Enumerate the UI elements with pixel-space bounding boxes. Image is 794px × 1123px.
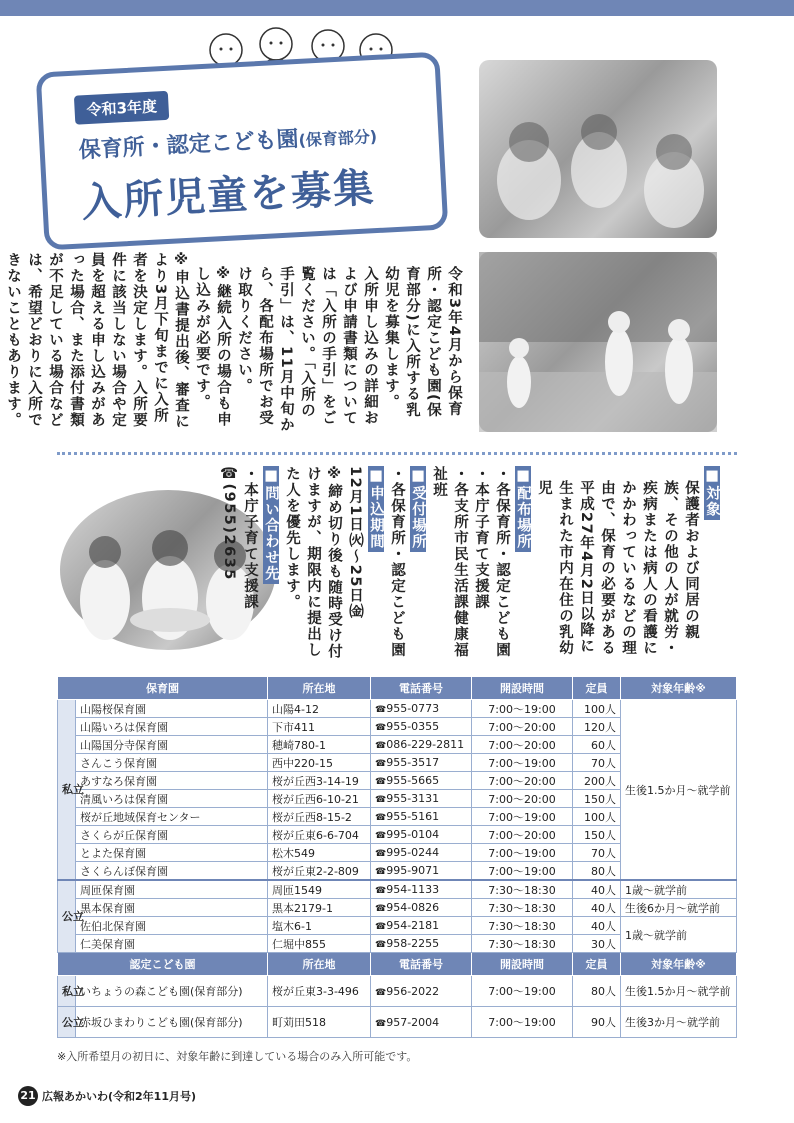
hours: 7:30〜18:30 [472,917,573,935]
phone: 955-5161 [386,810,440,823]
age-range: 生後3か月〜就学前 [621,1007,737,1038]
details-text [221,466,722,662]
phone-icon: ☎ [375,759,387,769]
address: 周匝1549 [268,880,371,899]
nursery-name: 山陽国分寺保育園 [76,736,268,754]
nursery-name: 桜が丘地域保育センター [76,808,268,826]
phone-icon: ☎ [375,777,387,787]
page-number: 21 [18,1086,38,1106]
phone-icon: ☎ [375,940,387,950]
capacity: 70人 [573,844,621,862]
col-header: 電話番号 [371,677,472,700]
capacity: 40人 [573,899,621,917]
private-label: 私立 [58,976,76,1007]
table-row [58,700,737,718]
col-header: 開設時間 [472,953,573,976]
address: 仁堀中855 [268,935,371,953]
table-row [58,899,737,917]
address: 山陽4-12 [268,700,371,718]
phone: 957-2004 [386,1015,440,1029]
distribution-heading: ■配布場所 [515,468,531,550]
col-header: 対象年齢※ [621,677,737,700]
col-header: 電話番号 [371,953,472,976]
nursery-name: 佐伯北保育園 [76,917,268,935]
col-header: 開設時間 [472,677,573,700]
nursery-name: あすなろ保育園 [76,772,268,790]
period-note: ※締め切り後も随時受け付けますが、期限内に提出した人を優先します。 [284,466,342,660]
capacity: 40人 [573,917,621,935]
address: 桜が丘西3-14-19 [268,772,371,790]
col-header: 所在地 [268,953,371,976]
photo-kids-eating [479,60,717,238]
photo-kids-bubbles [479,252,717,432]
col-header: 定員 [573,953,621,976]
intro-p2: 入所申し込みの詳細および申請書類については「入所の手引」をご覧ください。「入所の手引」は、11月中旬から、各配布場所でお受け取りください。 [236,266,378,434]
capacity: 120人 [573,718,621,736]
nursery-name: とよた保育園 [76,844,268,862]
capacity: 30人 [573,935,621,953]
table-row [58,880,737,899]
table-row [58,917,737,935]
capacity: 100人 [573,808,621,826]
distribution-item: ・各支所市民生活課健康福祉班 [431,466,468,658]
contact-heading: ■問い合わせ先 [263,468,279,582]
address: 桜が丘東6-6-704 [268,826,371,844]
hours: 7:30〜18:30 [472,899,573,917]
capacity: 70人 [573,754,621,772]
divider [57,452,737,455]
nursery-name: 山陽いろは保育園 [76,718,268,736]
title-box [36,52,449,251]
phone: 954-1133 [386,883,440,896]
hours: 7:00〜19:00 [472,844,573,862]
hours: 7:00〜20:00 [472,736,573,754]
nursery-name: 周匝保育園 [76,880,268,899]
address: 西中220-15 [268,754,371,772]
phone: 955-0355 [386,720,440,733]
age-range: 生後6か月〜就学前 [621,899,737,917]
address: 桜が丘東3-3-496 [268,976,371,1007]
age-range: 生後1.5か月〜就学前 [621,700,737,881]
nursery-name: さくらが丘保育園 [76,826,268,844]
hours: 7:30〜18:30 [472,935,573,953]
hours: 7:00〜19:00 [472,754,573,772]
hours: 7:00〜20:00 [472,772,573,790]
age-range: 1歳〜就学前 [621,917,737,953]
target-heading: ■対象 [704,468,720,518]
nursery-name: いちょうの森こども園(保育部分) [76,976,268,1007]
hours: 7:00〜20:00 [472,718,573,736]
address: 下市411 [268,718,371,736]
phone-icon: ☎ [375,795,387,805]
public-label: 公立 [58,880,76,953]
phone-icon: ☎ [375,987,387,998]
phone: 995-0104 [386,828,440,841]
age-range: 1歳〜就学前 [621,880,737,899]
capacity: 60人 [573,736,621,754]
phone-icon: ☎ [375,867,387,877]
table-row [58,976,737,1007]
phone-icon: ☎ [375,723,387,733]
nursery-name: 赤坂ひまわりこども園(保育部分) [76,1007,268,1038]
distribution-item: ・各保育所・認定こども園 [494,466,510,658]
table-row [58,1007,737,1038]
target-text: 保護者および同居の親族、その他の人が就労・疾病または病人の看護にかかわっているなどの理由で、保育の必要がある平成27年4月2日以降に生まれた市内在住の乳幼児 [536,480,699,656]
phone-icon: ☎ [375,705,387,715]
private-label: 私立 [58,700,76,881]
phone: 958-2255 [386,937,440,950]
phone-icon: ☎ [375,813,387,823]
address: 穂崎780-1 [268,736,371,754]
address: 松木549 [268,844,371,862]
reception-heading: ■受付場所 [410,468,426,550]
capacity: 80人 [573,976,621,1007]
address: 桜が丘西8-15-2 [268,808,371,826]
hours: 7:00〜19:00 [472,976,573,1007]
phone: 955-5665 [386,774,440,787]
phone-icon: ☎ [375,831,387,841]
year-badge: 令和3年度 [74,91,170,125]
subtitle: 保育所・認定こども園(保育部分) [78,126,378,164]
col-header: 保育園 [58,677,268,700]
phone: 955-3131 [386,792,440,805]
phone-icon: ☎ [375,849,387,859]
intro-p1: 令和3年4月から保育所・認定こども園(保育部分)に入所する乳幼児を募集します。 [383,266,462,419]
phone-icon: ☎ [375,1018,387,1029]
capacity: 200人 [573,772,621,790]
page-footer [18,1086,196,1106]
address: 桜が丘西6-10-21 [268,790,371,808]
capacity: 100人 [573,700,621,718]
capacity: 40人 [573,880,621,899]
hours: 7:00〜20:00 [472,790,573,808]
capacity: 90人 [573,1007,621,1038]
hours: 7:00〜19:00 [472,808,573,826]
phone: 086-229-2811 [386,738,465,751]
intro-p4: ※申込書提出後、審査により3月下旬までに入所者を決定します。入所要件に該当しない場合や定員を超える申し込みがあった場合、また添付書類が不足している場合などは、希望どおりに入所できないこともあります。 [5,252,189,430]
distribution-item: ・本庁子育て支援課 [473,466,489,610]
hours: 7:00〜19:00 [472,1007,573,1038]
phone-icon: ☎ [375,904,387,914]
nursery-name: 山陽桜保育園 [76,700,268,718]
phone-icon: ☎ [375,741,387,751]
hours: 7:00〜19:00 [472,862,573,881]
nursery-name: 清風いろは保育園 [76,790,268,808]
hours: 7:00〜20:00 [472,826,573,844]
kodomo-header-row [58,953,737,976]
nursery-name: 黒本保育園 [76,899,268,917]
phone: 954-0826 [386,901,440,914]
top-color-bar [0,0,794,16]
col-header: 認定こども園 [58,953,268,976]
intro-p3: ※継続入所の場合も申し込みが必要です。 [194,266,231,428]
capacity: 150人 [573,826,621,844]
intro-text [5,252,464,434]
nursery-name: さんこう保育園 [76,754,268,772]
phone: 995-9071 [386,864,440,877]
period-text: 12月1日㈫〜25日㈮ [347,466,363,620]
address: 町苅田518 [268,1007,371,1038]
nursery-table [57,676,737,1038]
phone: 954-2181 [386,919,440,932]
hours: 7:00〜19:00 [472,700,573,718]
address: 桜が丘東2-2-809 [268,862,371,881]
age-range: 生後1.5か月〜就学前 [621,976,737,1007]
phone: 955-0773 [386,702,440,715]
reception-item: ・各保育所・認定こども園 [389,466,405,658]
capacity: 80人 [573,862,621,881]
col-header: 所在地 [268,677,371,700]
period-heading: ■申込期間 [368,468,384,550]
phone-icon: ☎ [375,922,387,932]
contact-phone: ☎(955)2635 [221,466,237,581]
nursery-name: 仁美保育園 [76,935,268,953]
publication-name: 広報あかいわ(令和2年11月号) [42,1090,197,1103]
table-header-row [58,677,737,700]
contact-item: ・本庁子育て支援課 [242,466,258,610]
footnote: ※入所希望月の初日に、対象年齢に到達している場合のみ入所可能です。 [57,1050,418,1063]
page-title: 入所児童を募集 [80,165,377,227]
phone: 956-2022 [386,984,440,998]
address: 塩木6-1 [268,917,371,935]
nursery-name: さくらんぼ保育園 [76,862,268,881]
phone: 955-3517 [386,756,440,769]
capacity: 150人 [573,790,621,808]
address: 黒本2179-1 [268,899,371,917]
public-label: 公立 [58,1007,76,1038]
phone-icon: ☎ [375,886,387,896]
col-header: 定員 [573,677,621,700]
hours: 7:30〜18:30 [472,880,573,899]
col-header: 対象年齢※ [621,953,737,976]
phone: 995-0244 [386,846,440,859]
